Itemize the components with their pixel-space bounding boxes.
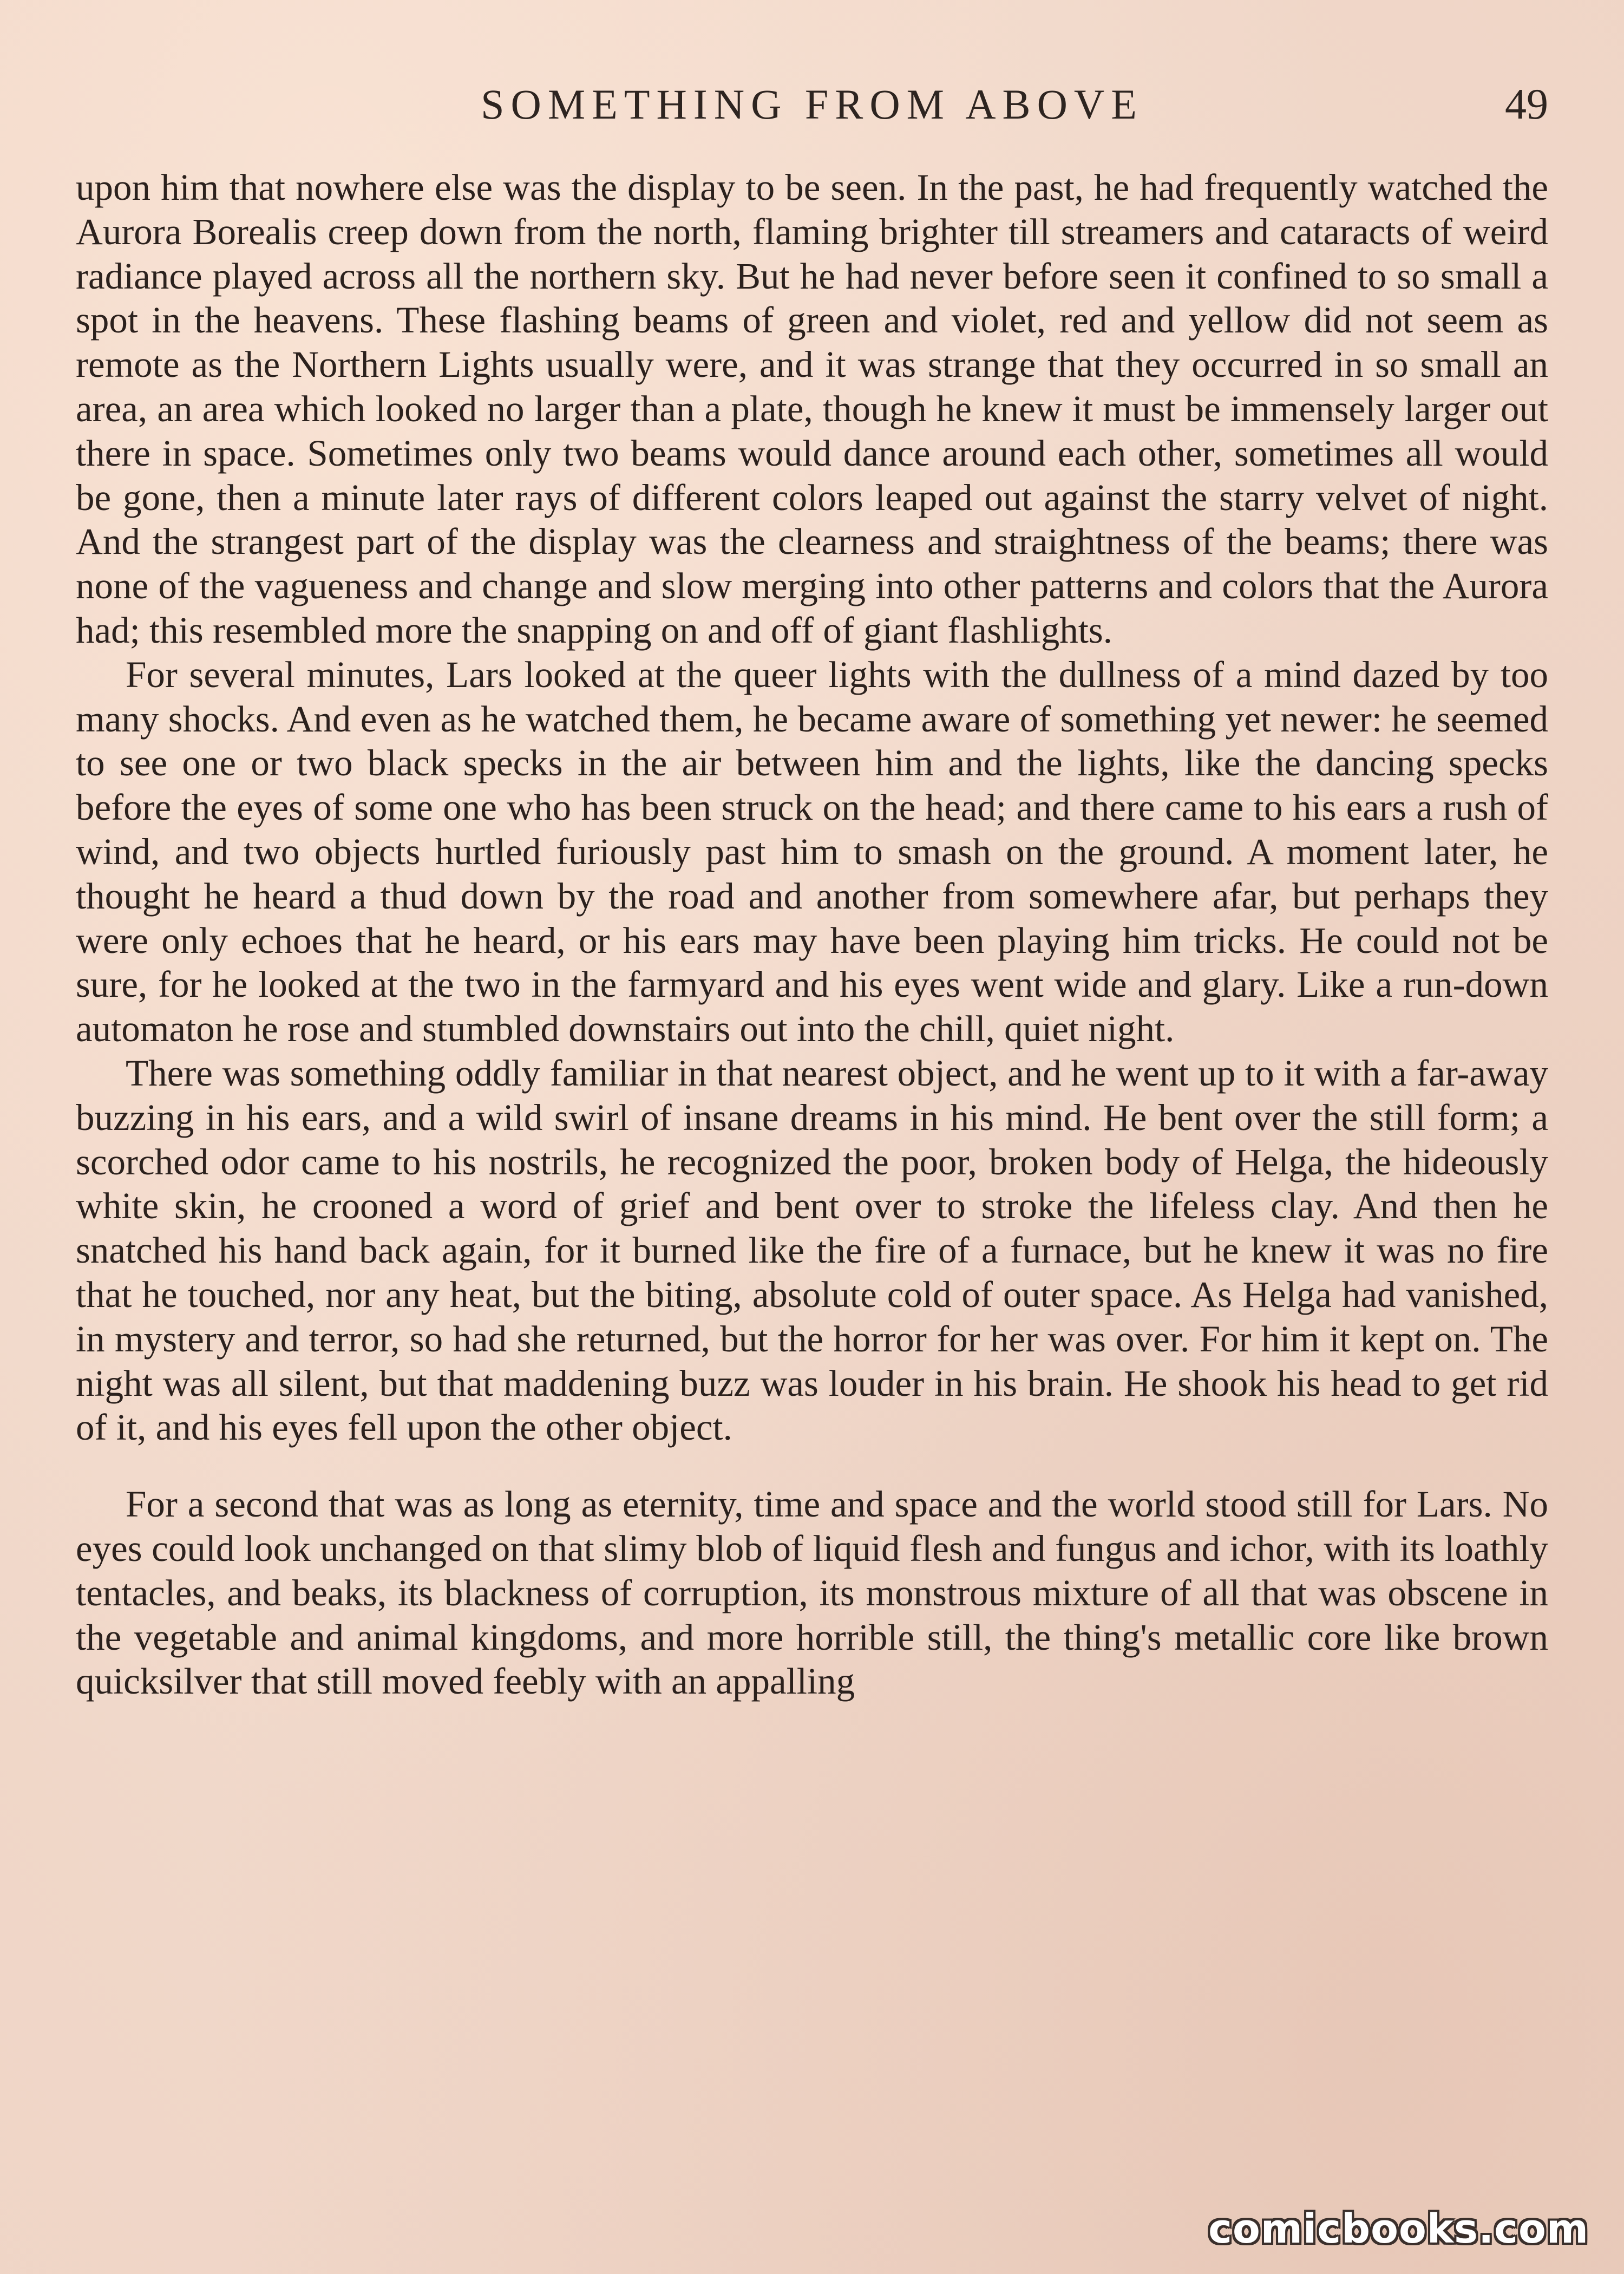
paragraph-3: There was something oddly familiar in that nearest object, and he went up to it with a far-away buzzing in his ears, and a wild swirl of insane dreams in his mind. He bent over the still form; a scorched odor came to his nostrils, he recognized the poor, broken body of Helga, the hideously white skin, he crooned a word of grief and bent over to stroke the lifeless clay. And then he snatched his hand back again, for it burned like the fire of a furnace, but he knew it was no fire that he touched, nor any heat, but the biting, absolute cold of outer space. As Helga had vanished, in mystery and terror, so had she returned, but the horror for her was over. For him it kept on. The night was all silent, but that maddening buzz was louder in his brain. He shook his head to get rid of it, and his eyes fell upon the other object. — [76, 1052, 1548, 1448]
section-break — [76, 1450, 1548, 1482]
paragraph-1: upon him that nowhere else was the display to be seen. In the past, he had frequently watched the Aurora Borealis creep down from the north, flaming brighter till streamers and cataracts of weird radiance played across all the northern sky. But he had never before seen it confined to so small a spot in the heavens. These flashing beams of green and violet, red and yellow did not seem as remote as the Northern Lights usually were, and it was strange that they occurred in so small an area, an area which looked no larger than a plate, though he knew it must be immensely larger out there in space. Sometimes only two beams would dance around each other, sometimes all would be gone, then a minute later rays of different colors leaped out against the starry velvet of night. And the strangest part of the display was the clearness and straightness of the beams; there was none of the vagueness and change and slow merging into other patterns and colors that the Aurora had; this resembled more the snapping on and off of giant flashlights. — [76, 167, 1548, 651]
page-number: 49 — [1505, 81, 1548, 128]
running-title: SOMETHING FROM ABOVE — [481, 81, 1143, 128]
site-watermark: comicbooks.com — [1208, 2206, 1589, 2252]
paragraph-4: For a second that was as long as eternity, time and space and the world stood still for Lars. No eyes could look unchanged on that slimy blob of liquid flesh and fungus and ichor, with its loathly tentacles, and beaks, its blackness of corruption, its monstrous mixture of all that was obscene in the vegetable and animal kingdoms, and more horrible still, the thing's metallic core like brown quicksilver that still moved feebly with an appalling — [76, 1484, 1548, 1702]
running-head — [0, 80, 1624, 145]
paragraph-2: For several minutes, Lars looked at the queer lights with the dullness of a mind dazed by too many shocks. And even as he watched them, he became aware of something yet newer: he seemed to see one or two black specks in the air between him and the lights, like the dancing specks before the eyes of some one who has been struck on the head; and there came to his ears a rush of wind, and two objects hurtled furiously past him to smash on the ground. A moment later, he thought he heard a thud down by the road and another from somewhere afar, but perhaps they were only echoes that he heard, or his ears may have been playing him tricks. He could not be sure, for he looked at the two in the farmyard and his eyes went wide and glary. Like a run-down automaton he rose and stumbled downstairs out into the chill, quiet night. — [76, 654, 1548, 1050]
body-text — [76, 166, 1548, 1704]
